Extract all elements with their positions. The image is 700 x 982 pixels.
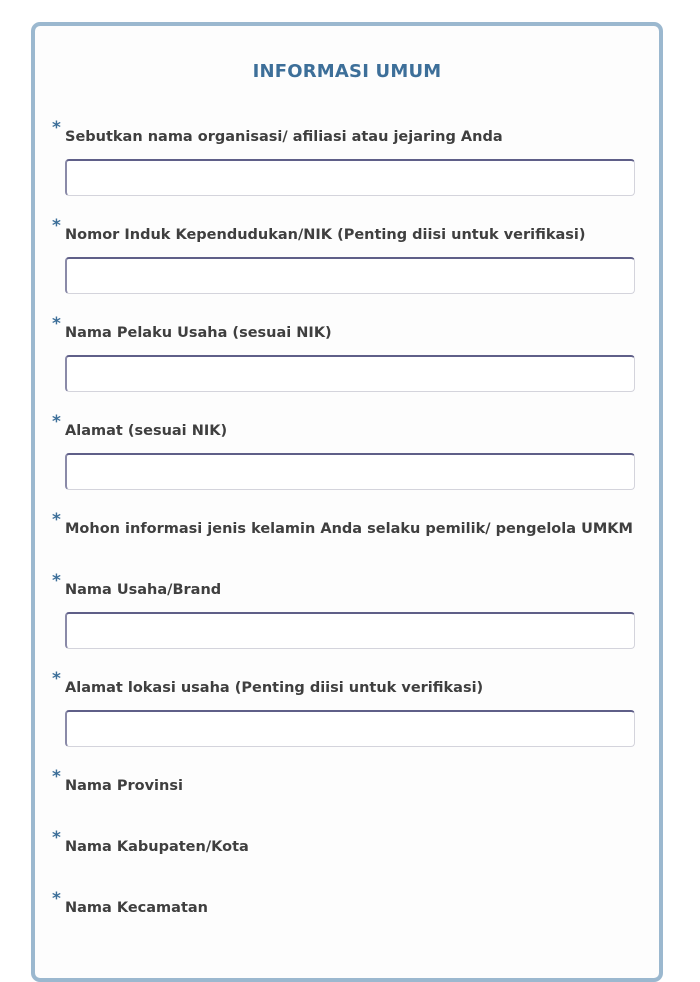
required-asterisk: *	[52, 767, 61, 787]
label-nama-provinsi: Nama Provinsi	[65, 778, 183, 794]
label-nama-pelaku-usaha: Nama Pelaku Usaha (sesuai NIK)	[65, 325, 332, 341]
required-asterisk: *	[52, 889, 61, 909]
nama-usaha-input[interactable]	[65, 612, 635, 649]
label-alamat-lokasi-usaha: Alamat lokasi usaha (Penting diisi untuk verifikasi)	[65, 680, 484, 696]
alamat-input[interactable]	[65, 453, 635, 490]
form-card	[31, 22, 663, 982]
required-asterisk: *	[52, 314, 61, 334]
nik-input[interactable]	[65, 257, 635, 294]
required-asterisk: *	[52, 669, 61, 689]
label-nama-usaha: Nama Usaha/Brand	[65, 582, 222, 598]
form-title: INFORMASI UMUM	[252, 61, 442, 82]
alamat-lokasi-usaha-input[interactable]	[65, 710, 635, 747]
required-asterisk: *	[52, 571, 61, 591]
label-alamat: Alamat (sesuai NIK)	[65, 423, 228, 439]
label-jenis-kelamin: Mohon informasi jenis kelamin Anda selaku pemilik/ pengelola UMKM	[65, 521, 633, 537]
required-asterisk: *	[52, 216, 61, 236]
label-organisasi: Sebutkan nama organisasi/ afiliasi atau jejaring Anda	[65, 129, 503, 145]
required-asterisk: *	[52, 412, 61, 432]
required-asterisk: *	[52, 118, 61, 138]
nama-pelaku-usaha-input[interactable]	[65, 355, 635, 392]
required-asterisk: *	[52, 510, 61, 530]
label-nik: Nomor Induk Kependudukan/NIK (Penting diisi untuk verifikasi)	[65, 227, 586, 243]
label-nama-kabupaten-kota: Nama Kabupaten/Kota	[65, 839, 249, 855]
required-asterisk: *	[52, 828, 61, 848]
label-nama-kecamatan: Nama Kecamatan	[65, 900, 208, 916]
organisasi-input[interactable]	[65, 159, 635, 196]
